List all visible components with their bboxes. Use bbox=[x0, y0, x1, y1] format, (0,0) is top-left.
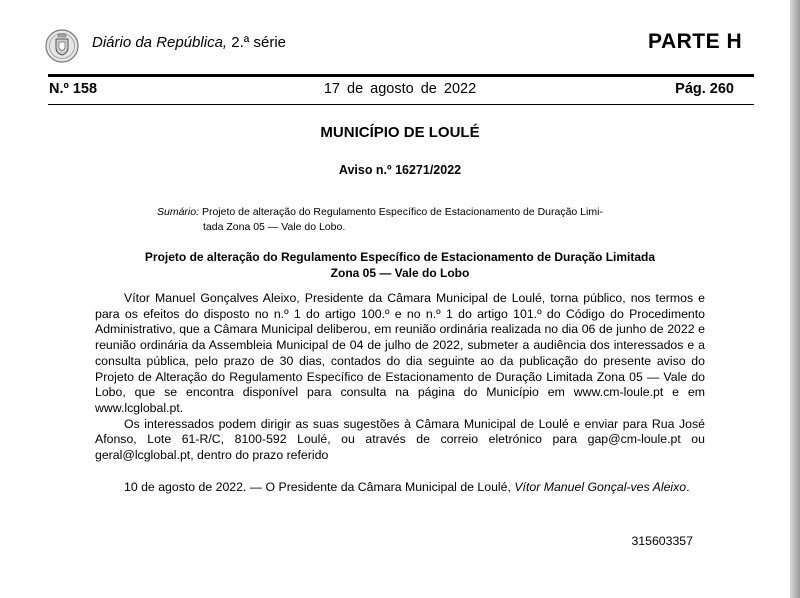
regulation-heading bbox=[120, 249, 680, 281]
coat-of-arms-icon bbox=[44, 28, 80, 64]
paragraph-submissions: Os interessados podem dirigir as suas sugestões à Câmara Municipal de Loulé e enviar para Rua José Afonso, Lote 61-R/C, 8100-592 Loulé, ou através de correio eletrónico para gap@cm-loule.pt ou geral@lcglobal.pt, dentro do prazo referido bbox=[95, 416, 705, 463]
header-rule bbox=[48, 74, 754, 77]
journal-title bbox=[92, 34, 286, 51]
notice-body bbox=[95, 291, 705, 495]
issue-date: 17 de agosto de 2022 bbox=[323, 81, 477, 97]
paragraph-announcement: Vítor Manuel Gonçalves Aleixo, Presidente da Câmara Municipal de Loulé, torna público, nos termos e para os efeitos do disposto no n.º 1 do artigo 100.º e no n.º 1 do artigo 101.º do Código do Procedimento Administrativo, que a Câmara Municipal deliberou, em reunião ordinária realizada no dia 06 de junho de 2022 e reunião ordinária da Assembleia Municipal de 04 de julho de 2022, submeter a audiência dos interessados e a consulta pública, pelo prazo de 30 dias, contados do dia seguinte ao da publicação do presente aviso do Projeto de Alteração do Regulamento Específico de Estacionamento de Duração Limitada Zona 05 — Vale do Lobo, que se encontra disponível para consulta na página do Município em www.cm-loule.pt e em www.lcglobal.pt. bbox=[95, 291, 705, 415]
header-divider bbox=[48, 104, 754, 105]
signature-name: Vítor Manuel Gonçal-ves Aleixo bbox=[514, 479, 687, 494]
heading-line2: Zona 05 — Vale do Lobo bbox=[330, 266, 470, 280]
journal-series: 2.ª série bbox=[231, 34, 286, 51]
signature-end: . bbox=[686, 479, 690, 494]
entity-title: MUNICÍPIO DE LOULÉ bbox=[320, 124, 480, 141]
signature-paragraph bbox=[95, 480, 705, 496]
page-edge-shadow bbox=[790, 0, 800, 598]
notice-title: Aviso n.º 16271/2022 bbox=[338, 163, 462, 177]
heading-line1: Projeto de alteração do Regulamento Específico de Estacionamento de Duração Limitada bbox=[144, 250, 656, 264]
page-number: Pág. 260 bbox=[675, 81, 734, 97]
summary-text-line2: tada Zona 05 — Vale do Lobo. bbox=[203, 221, 346, 233]
summary-text-line1: Projeto de alteração do Regulamento Específico de Estacionamento de Duração Limi- bbox=[201, 206, 603, 218]
journal-name: Diário da República, bbox=[92, 34, 228, 51]
summary bbox=[157, 205, 642, 235]
issue-number: N.º 158 bbox=[49, 81, 98, 97]
signature-date-text: 10 de agosto de 2022. — O Presidente da Câmara Municipal de Loulé, bbox=[124, 479, 511, 494]
document-code: 315603357 bbox=[631, 534, 693, 548]
summary-label: Sumário: bbox=[157, 206, 200, 218]
part-label: PARTE H bbox=[648, 30, 743, 53]
